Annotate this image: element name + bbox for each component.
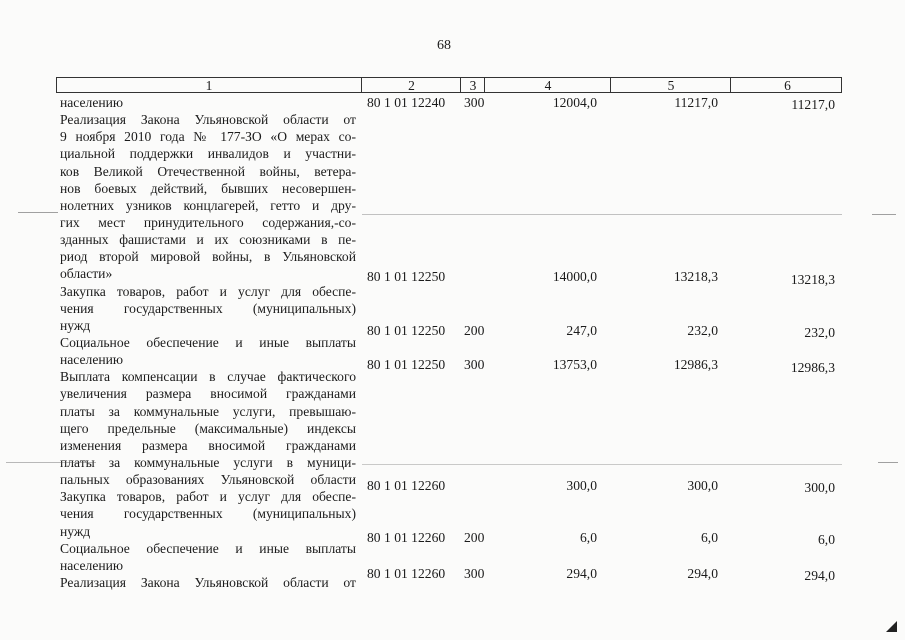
value-cell-5: 12986,3: [673, 357, 718, 372]
type-cell: 300: [464, 95, 485, 110]
table-row: [0, 94, 905, 111]
code-cell: 80 1 01 12260: [367, 530, 446, 545]
description-line: Реализация Закона Ульяновской области от: [60, 112, 356, 128]
value-cell-5: 13218,3: [673, 269, 718, 284]
type-cell: 200: [464, 530, 485, 545]
code-cell: 80 1 01 12260: [367, 478, 446, 493]
value-cell-5: 294,0: [687, 566, 718, 581]
value-cell-4: 294,0: [566, 566, 597, 581]
code-cell: 80 1 01 12260: [367, 566, 446, 581]
description-line: населению: [60, 557, 124, 573]
value-cell-6: 300,0: [804, 480, 835, 495]
column-header-5: 5: [610, 78, 731, 92]
value-cell-6: 13218,3: [790, 272, 835, 287]
table-row: [0, 356, 905, 373]
scan-fold-mark: [18, 212, 58, 213]
description-line: нов боевых действий, бывших несовершен-: [60, 180, 356, 196]
table-row: [0, 268, 905, 285]
description-line: нужд: [60, 317, 91, 333]
scan-fold-mark: [878, 462, 898, 463]
description-line: Закупка товаров, работ и услуг для обеспе-: [60, 283, 356, 299]
value-cell-4: 247,0: [566, 323, 597, 338]
code-cell: 80 1 01 12250: [367, 357, 446, 372]
value-cell-6: 294,0: [804, 568, 835, 583]
description-line: увеличения размера вносимой гражданами: [60, 386, 356, 402]
column-header-3: 3: [460, 78, 485, 92]
description-line: чения государственных (муниципальных): [60, 506, 356, 522]
column-header-2: 2: [361, 78, 461, 92]
column-header-6: 6: [730, 78, 844, 92]
description-line: платы за коммунальные услуги, превышаю-: [60, 403, 356, 419]
description-line: изменения размера вносимой гражданами: [60, 437, 356, 453]
description-line: Реализация Закона Ульяновской области от: [60, 575, 356, 591]
description-line: пальных образованиях Ульяновской области: [60, 472, 356, 488]
type-cell: 300: [464, 566, 485, 581]
type-cell: 300: [464, 357, 485, 372]
description-column: [60, 94, 356, 591]
description-line: Социальное обеспечение и иные выплаты: [60, 540, 356, 556]
scan-fold-mark: [6, 462, 96, 463]
value-cell-4: 6,0: [580, 530, 597, 545]
description-line: чения государственных (муниципальных): [60, 300, 356, 316]
description-line: нолетних узников концлагерей, гетто и дру-: [60, 197, 356, 213]
value-cell-5: 6,0: [701, 530, 718, 545]
code-cell: 80 1 01 12240: [367, 95, 446, 110]
table-row: [0, 565, 905, 582]
scan-fold-mark: [362, 464, 842, 465]
description-line: области»: [60, 266, 113, 282]
value-cell-6: 12986,3: [790, 360, 835, 375]
value-cell-4: 12004,0: [552, 95, 597, 110]
page-number: 68: [437, 38, 451, 53]
value-cell-6: 6,0: [818, 532, 835, 547]
description-line: Выплата компенсации в случае фактического: [60, 369, 356, 385]
value-cell-5: 300,0: [687, 478, 718, 493]
description-line: ков Великой Отечественной войны, ветера-: [60, 163, 356, 179]
value-cell-5: 232,0: [687, 323, 718, 338]
value-cell-5: 11217,0: [674, 95, 718, 110]
value-cell-6: 232,0: [804, 325, 835, 340]
table-header-row: [56, 77, 842, 93]
table-row: [0, 322, 905, 339]
column-header-4: 4: [484, 78, 611, 92]
description-line: риод второй мировой войны, в Ульяновской: [60, 249, 356, 265]
value-cell-6: 11217,0: [791, 97, 835, 112]
scan-corner-mark: [886, 621, 897, 632]
description-line: щего предельные (максимальные) индексы: [60, 420, 356, 436]
scan-fold-mark: [872, 214, 896, 215]
description-line: зданных фашистами и их союзниками в пе-: [60, 232, 356, 248]
description-line: нужд: [60, 523, 91, 539]
description-line: платы за коммунальные услуги в муници-: [60, 455, 356, 471]
type-cell: 200: [464, 323, 485, 338]
description-line: населению: [60, 95, 124, 110]
code-cell: 80 1 01 12250: [367, 269, 446, 284]
column-header-1: 1: [205, 78, 213, 93]
value-cell-4: 300,0: [566, 478, 597, 493]
description-line: циальной поддержки инвалидов и участни-: [60, 146, 356, 162]
description-line: Социальное обеспечение и иные выплаты: [60, 335, 356, 351]
description-line: Закупка товаров, работ и услуг для обеспе-: [60, 489, 356, 505]
value-cell-4: 13753,0: [552, 357, 597, 372]
table-row: [0, 477, 905, 494]
description-line: 9 ноября 2010 года № 177-ЗО «О мерах со-: [60, 129, 356, 145]
description-line: населению: [60, 352, 124, 368]
description-line: гих мест принудительного содержания,-со-: [60, 215, 356, 230]
code-cell: 80 1 01 12250: [367, 323, 446, 338]
value-cell-4: 14000,0: [552, 269, 597, 284]
scan-fold-mark: [362, 214, 842, 215]
table-row: [0, 529, 905, 546]
